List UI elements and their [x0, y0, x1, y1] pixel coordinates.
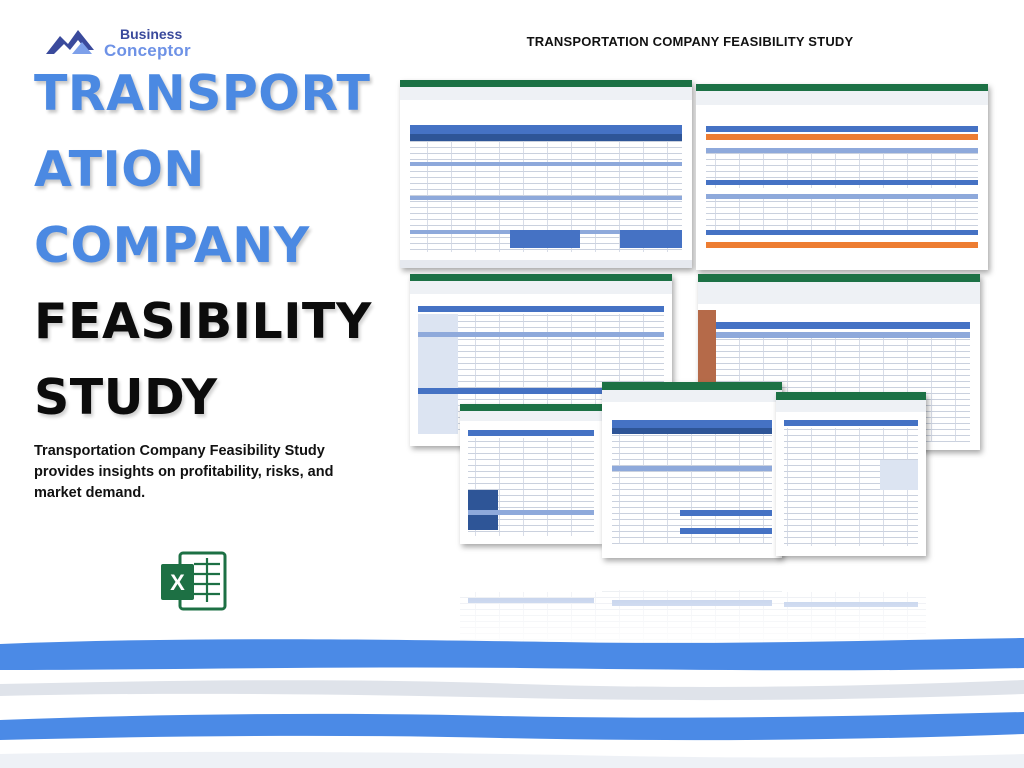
logo-conceptor-text: Conceptor [104, 41, 191, 60]
spreadsheet-screenshot-2 [696, 84, 988, 270]
header-title: TRANSPORTATION COMPANY FEASIBILITY STUDY [526, 34, 854, 49]
hero-line-5: STUDY [34, 369, 218, 426]
hero-line-4: FEASIBILITY [34, 293, 372, 350]
spreadsheet-screenshot-1 [400, 80, 692, 268]
hero-line-3: COMPANY [34, 217, 310, 274]
hero-line-2: ATION [34, 141, 205, 198]
spreadsheet-screenshots-collage [380, 70, 1020, 650]
spreadsheet-screenshot-7 [776, 392, 926, 556]
description: Transportation Company Feasibility Study provides insights on profitability, risks, and market demand. [34, 443, 334, 501]
spreadsheet-screenshot-6 [602, 382, 782, 558]
logo-business-text: Business [120, 26, 183, 42]
spreadsheet-screenshot-5 [460, 404, 602, 544]
mountain-logo-icon [46, 26, 106, 58]
hero-title [34, 56, 374, 436]
business-conceptor-logo [46, 26, 206, 58]
excel-icon [158, 550, 228, 612]
excel-icon-letter: X [170, 570, 185, 595]
decorative-blue-stripes [0, 628, 1024, 768]
hero-line-1: TRANSPORT [34, 65, 371, 122]
